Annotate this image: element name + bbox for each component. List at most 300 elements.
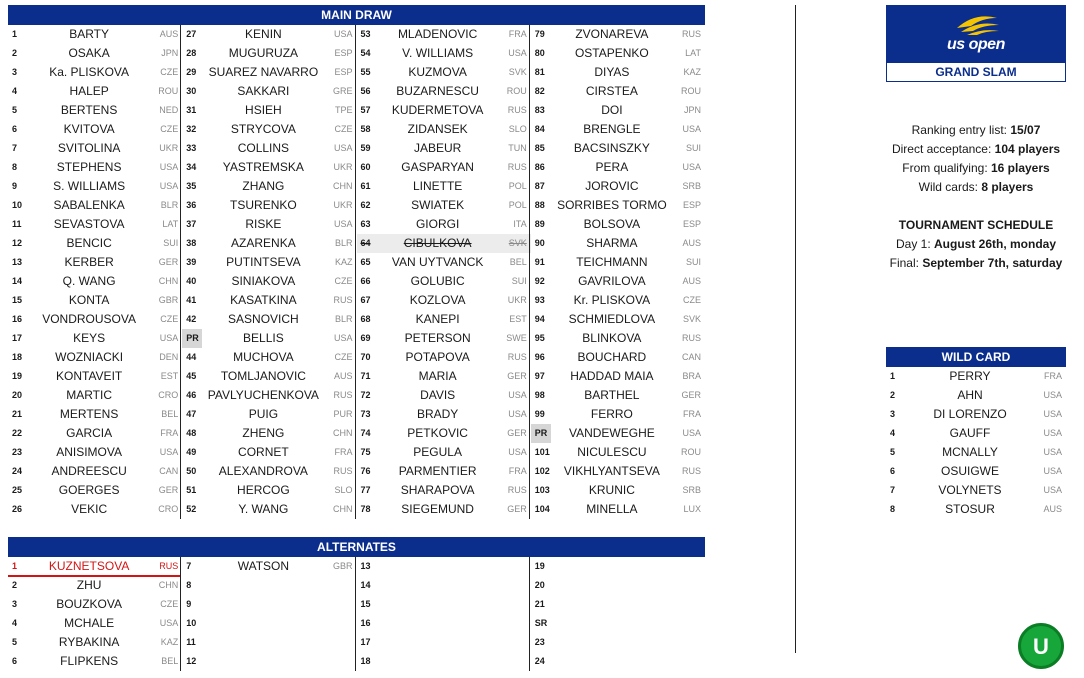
- player-row: [8, 652, 182, 671]
- country-code: CHN: [333, 181, 353, 191]
- player-row: [357, 576, 531, 595]
- player-row: [357, 633, 531, 652]
- column-divider: [355, 25, 356, 519]
- player-row: [531, 291, 705, 310]
- seed-number: 47: [186, 409, 197, 419]
- country-code: SLO: [334, 485, 353, 495]
- seed-number: 12: [186, 656, 197, 666]
- player-name: CIRSTEA: [585, 84, 638, 98]
- seed-number: 3: [890, 409, 896, 419]
- player-name: SASNOVICH: [228, 312, 299, 326]
- country-code: PUR: [333, 409, 353, 419]
- seed-number: 54: [360, 48, 371, 58]
- player-name: TOMLJANOVIC: [220, 369, 306, 383]
- player-name: ZIDANSEK: [407, 122, 468, 136]
- player-row: [886, 424, 1066, 443]
- country-code: USA: [508, 409, 527, 419]
- country-code: AUS: [682, 238, 701, 248]
- player-row: [531, 424, 705, 443]
- seed-number: 63: [360, 219, 371, 229]
- player-name: HERCOG: [237, 483, 290, 497]
- seed-number: 73: [360, 409, 371, 419]
- seed-number: 1: [12, 561, 18, 571]
- seed-number: 88: [534, 200, 545, 210]
- player-row: [8, 63, 182, 82]
- player-row: [182, 367, 356, 386]
- country-code: ROU: [681, 447, 701, 457]
- player-row: [182, 595, 356, 614]
- player-name: KASATKINA: [230, 293, 297, 307]
- schedule-title: TOURNAMENT SCHEDULE: [898, 218, 1054, 232]
- country-code: CZE: [160, 599, 179, 609]
- country-code: DEN: [159, 352, 179, 362]
- player-row: [8, 633, 182, 652]
- country-code: POL: [508, 200, 527, 210]
- player-row: [182, 196, 356, 215]
- player-row: [8, 386, 182, 405]
- player-row: [531, 215, 705, 234]
- player-row: [531, 405, 705, 424]
- player-name: KRUNIC: [588, 483, 635, 497]
- player-row: [182, 291, 356, 310]
- player-row: [357, 405, 531, 424]
- seed-number: 19: [12, 371, 23, 381]
- seed-number: 52: [186, 504, 197, 514]
- country-code: SUI: [685, 143, 701, 153]
- player-name: MUCHOVA: [233, 350, 294, 364]
- player-name: RISKE: [245, 217, 282, 231]
- player-name: BUZARNESCU: [396, 84, 479, 98]
- player-row: [8, 25, 182, 44]
- player-row: [531, 595, 705, 614]
- country-code: ROU: [506, 86, 527, 96]
- player-name: Q. WANG: [62, 274, 116, 288]
- country-code: ROU: [681, 86, 701, 96]
- country-code: RUS: [507, 105, 527, 115]
- player-name: HALEP: [69, 84, 109, 98]
- country-code: RUS: [507, 485, 527, 495]
- column: [182, 557, 356, 671]
- seed-number: 10: [186, 618, 197, 628]
- country-code: GER: [158, 257, 179, 267]
- country-code: CRO: [158, 390, 179, 400]
- player-name: Ka. PLISKOVA: [49, 65, 130, 79]
- seed-number: 3: [12, 599, 18, 609]
- seed-number: 83: [534, 105, 545, 115]
- country-code: ESP: [682, 219, 701, 229]
- player-name: FLIPKENS: [60, 654, 119, 668]
- country-code: USA: [159, 162, 179, 172]
- u-logo-badge[interactable]: [1018, 623, 1064, 669]
- country-code: USA: [333, 219, 353, 229]
- seed-number: 66: [360, 276, 371, 286]
- player-name: FERRO: [590, 407, 633, 421]
- seed-number: 18: [360, 656, 371, 666]
- player-name: VONDROUSOVA: [42, 312, 137, 326]
- player-row: [531, 25, 705, 44]
- country-code: CZE: [334, 276, 353, 286]
- player-name: VIKHLYANTSEVA: [563, 464, 660, 478]
- player-name: Kr. PLISKOVA: [573, 293, 651, 307]
- player-name: SORRIBES TORMO: [557, 198, 667, 212]
- player-row: [357, 348, 531, 367]
- player-name: VOLYNETS: [938, 483, 1002, 497]
- seed-number: 8: [12, 162, 18, 172]
- seed-number: 33: [186, 143, 197, 153]
- seed-number: 5: [890, 447, 896, 457]
- player-row: [357, 101, 531, 120]
- seed-number: 4: [12, 618, 18, 628]
- country-code: AUS: [1043, 504, 1062, 514]
- country-code: RUS: [681, 466, 701, 476]
- seed-number: 80: [534, 48, 545, 58]
- player-row: [8, 367, 182, 386]
- country-code: CHN: [333, 428, 353, 438]
- country-code: GER: [507, 371, 527, 381]
- player-row: [531, 386, 705, 405]
- player-name: YASTREMSKA: [222, 160, 304, 174]
- player-row: [531, 443, 705, 462]
- player-name: JABEUR: [413, 141, 462, 155]
- country-code: KAZ: [334, 257, 353, 267]
- country-code: USA: [159, 618, 179, 628]
- player-row: [182, 63, 356, 82]
- player-row: [8, 196, 182, 215]
- player-row: [886, 386, 1066, 405]
- seed-number: 70: [360, 352, 371, 362]
- seed-number: 40: [186, 276, 197, 286]
- seed-number: 69: [360, 333, 371, 343]
- seed-number: 2: [12, 580, 18, 590]
- column-divider: [529, 557, 530, 671]
- player-name: KVITOVA: [63, 122, 115, 136]
- player-name: MLADENOVIC: [397, 27, 478, 41]
- player-row: [531, 196, 705, 215]
- seed-number: 6: [12, 124, 18, 134]
- seed-number: 46: [186, 390, 197, 400]
- player-row: [8, 614, 182, 633]
- country-code: TPE: [334, 105, 353, 115]
- player-row: [531, 234, 705, 253]
- next-alternate-underline: [8, 575, 180, 577]
- player-row: [8, 500, 182, 519]
- player-name: KONTA: [68, 293, 110, 307]
- player-name: AHN: [957, 388, 983, 402]
- player-row: [8, 120, 182, 139]
- seed-number: 15: [12, 295, 23, 305]
- seed-number: 2: [12, 48, 18, 58]
- player-row: [182, 177, 356, 196]
- player-row: [357, 82, 531, 101]
- player-name: SAKKARI: [237, 84, 290, 98]
- player-name: S. WILLIAMS: [53, 179, 126, 193]
- logo-banner: [887, 6, 1065, 63]
- player-name: KOZLOVA: [409, 293, 466, 307]
- country-code: CZE: [160, 124, 179, 134]
- player-name: SEVASTOVA: [53, 217, 125, 231]
- player-name: ZHENG: [242, 426, 285, 440]
- player-name: BARTHEL: [584, 388, 640, 402]
- player-name: SHARMA: [586, 236, 638, 250]
- country-code: RUS: [681, 29, 701, 39]
- player-row: [357, 462, 531, 481]
- player-name: BRADY: [416, 407, 459, 421]
- country-code: USA: [159, 447, 179, 457]
- player-name: STEPHENS: [56, 160, 122, 174]
- country-code: LUX: [683, 504, 701, 514]
- alternates-grid: [8, 557, 705, 671]
- seed-number: 22: [12, 428, 23, 438]
- player-name: GAVRILOVA: [578, 274, 646, 288]
- player-name: VEKIC: [71, 502, 108, 516]
- player-name: ZHU: [76, 578, 102, 592]
- player-row: [357, 177, 531, 196]
- player-name: MCHALE: [64, 616, 115, 630]
- player-row: [182, 500, 356, 519]
- player-name: BERTENS: [60, 103, 118, 117]
- player-row: [531, 348, 705, 367]
- country-code: GRE: [332, 86, 353, 96]
- tournament-schedule: [886, 216, 1066, 273]
- country-code: ITA: [513, 219, 527, 229]
- seed-number: 8: [186, 580, 192, 590]
- seed-number: 24: [534, 656, 545, 666]
- player-row: [182, 234, 356, 253]
- player-row: [182, 614, 356, 633]
- seed-number: 77: [360, 485, 371, 495]
- seed-number: 60: [360, 162, 371, 172]
- seed-number: 82: [534, 86, 545, 96]
- seed-number: 30: [186, 86, 197, 96]
- player-name: SINIAKOVA: [231, 274, 296, 288]
- seed-number: 76: [360, 466, 371, 476]
- country-code: GER: [158, 485, 179, 495]
- player-row: [531, 253, 705, 272]
- player-row: [182, 348, 356, 367]
- seed-number: 8: [890, 504, 896, 514]
- seed-number: 32: [186, 124, 197, 134]
- seed-number: 29: [186, 67, 197, 77]
- player-row: [182, 443, 356, 462]
- seed-number: 11: [186, 637, 196, 647]
- country-code: RUS: [507, 352, 527, 362]
- player-name: PERRY: [949, 369, 991, 383]
- country-code: RUS: [333, 390, 353, 400]
- player-row: [8, 158, 182, 177]
- country-code: LAT: [685, 48, 701, 58]
- player-name: KONTAVEIT: [56, 369, 123, 383]
- player-row: [182, 44, 356, 63]
- logo-wordmark: us open: [947, 36, 1005, 53]
- seed-number: 91: [534, 257, 545, 267]
- us-open-logo: [886, 5, 1066, 82]
- player-name: WATSON: [237, 559, 290, 573]
- country-code: BLR: [334, 238, 353, 248]
- player-row: [182, 101, 356, 120]
- country-code: CAN: [159, 466, 179, 476]
- country-code: SUI: [511, 276, 527, 286]
- player-row: [357, 63, 531, 82]
- player-name: BELLIS: [243, 331, 284, 345]
- seed-number: 95: [534, 333, 545, 343]
- seed-number: 81: [534, 67, 545, 77]
- seed-number: 68: [360, 314, 371, 324]
- player-name: ANDREESCU: [51, 464, 127, 478]
- player-row: [8, 443, 182, 462]
- column: [182, 25, 356, 519]
- seed-number: 31: [186, 105, 197, 115]
- player-row: [886, 462, 1066, 481]
- player-row: [531, 367, 705, 386]
- country-code: GER: [681, 390, 701, 400]
- player-name: KERBER: [64, 255, 114, 269]
- country-code: KAZ: [160, 637, 179, 647]
- seed-number: 14: [360, 580, 371, 590]
- player-row: [357, 386, 531, 405]
- country-code: AUS: [333, 371, 353, 381]
- seed-number: 1: [890, 371, 896, 381]
- player-row: [8, 215, 182, 234]
- badge-letter: U: [1033, 634, 1049, 659]
- seed-number: 39: [186, 257, 197, 267]
- seed-number: 97: [534, 371, 545, 381]
- seed-number: 17: [12, 333, 23, 343]
- player-row: [8, 139, 182, 158]
- player-row: [8, 253, 182, 272]
- player-name: HADDAD MAIA: [570, 369, 654, 383]
- player-row: [531, 82, 705, 101]
- player-row: [357, 652, 531, 671]
- player-row: [8, 576, 182, 595]
- seed-number: 10: [12, 200, 23, 210]
- seed-number: 16: [12, 314, 23, 324]
- player-name: KEYS: [73, 331, 106, 345]
- player-row: [182, 25, 356, 44]
- player-row: [8, 234, 182, 253]
- seed-number: 21: [534, 599, 545, 609]
- seed-number: 17: [360, 637, 371, 647]
- seed-number: 35: [186, 181, 197, 191]
- player-row: [8, 405, 182, 424]
- player-row: [357, 614, 531, 633]
- country-code: USA: [1043, 409, 1062, 419]
- player-name: MARTIC: [66, 388, 113, 402]
- seed-number: 26: [12, 504, 23, 514]
- seed-number: 20: [12, 390, 23, 400]
- country-code: AUS: [159, 29, 179, 39]
- country-code: USA: [159, 181, 179, 191]
- main-draw-header: MAIN DRAW: [8, 5, 705, 25]
- wild-card-list: [886, 367, 1066, 519]
- player-name: KUZMOVA: [408, 65, 467, 79]
- player-name: COLLINS: [237, 141, 290, 155]
- player-name: ZVONAREVA: [575, 27, 649, 41]
- player-row: [8, 595, 182, 614]
- seed-number: 34: [186, 162, 197, 172]
- player-row: [182, 253, 356, 272]
- player-name: V. WILLIAMS: [402, 46, 474, 60]
- seed-number: 45: [186, 371, 197, 381]
- player-name: BLINKOVA: [582, 331, 642, 345]
- player-row: [357, 158, 531, 177]
- seed-number: 99: [534, 409, 545, 419]
- country-code: CZE: [334, 124, 353, 134]
- country-code: USA: [1043, 390, 1062, 400]
- seed-number: 90: [534, 238, 545, 248]
- player-name: GOERGES: [58, 483, 120, 497]
- grand-slam-label: GRAND SLAM: [935, 65, 1017, 79]
- player-row: [357, 253, 531, 272]
- player-name: SHARAPOVA: [400, 483, 475, 497]
- player-row: [357, 424, 531, 443]
- player-name: PUTINTSEVA: [226, 255, 301, 269]
- country-code: CHN: [333, 504, 353, 514]
- seed-number: 86: [534, 162, 545, 172]
- player-row: [531, 139, 705, 158]
- player-name: VANDEWEGHE: [568, 426, 655, 440]
- seed-number: 101: [534, 447, 550, 457]
- player-row: [357, 557, 531, 576]
- seed-number: 96: [534, 352, 545, 362]
- day1-line: Day 1: August 26th, monday: [895, 237, 1057, 251]
- seed-number: 13: [12, 257, 23, 267]
- country-code: BRA: [682, 371, 701, 381]
- player-name: DIYAS: [594, 65, 630, 79]
- player-row: [357, 120, 531, 139]
- player-row: [357, 196, 531, 215]
- country-code: CHN: [158, 276, 179, 286]
- country-code: GBR: [158, 295, 179, 305]
- seed-number: 57: [360, 105, 371, 115]
- country-code: RUS: [333, 295, 353, 305]
- country-code: RUS: [159, 561, 179, 571]
- player-name: GARCIA: [66, 426, 113, 440]
- country-code: FRA: [683, 409, 701, 419]
- seed-number: 51: [186, 485, 197, 495]
- player-row: [886, 367, 1066, 386]
- player-name: GAUFF: [949, 426, 991, 440]
- country-code: SVK: [508, 238, 527, 248]
- player-name: DI LORENZO: [933, 407, 1007, 421]
- vertical-separator: [795, 5, 796, 653]
- country-code: USA: [1043, 466, 1062, 476]
- player-row: [357, 500, 531, 519]
- country-code: NED: [159, 105, 179, 115]
- seed-number: 98: [534, 390, 545, 400]
- player-name: SCHMIEDLOVA: [568, 312, 656, 326]
- player-row: [357, 310, 531, 329]
- country-code: USA: [1043, 447, 1062, 457]
- seed-number: 24: [12, 466, 23, 476]
- seed-number: 103: [534, 485, 550, 495]
- seed-number: 28: [186, 48, 197, 58]
- player-row: [182, 576, 356, 595]
- seed-number: 92: [534, 276, 545, 286]
- player-row: [357, 329, 531, 348]
- wild-card-header: WILD CARD: [886, 347, 1066, 367]
- player-name: BOUCHARD: [577, 350, 647, 364]
- player-row: [531, 120, 705, 139]
- player-row: [8, 348, 182, 367]
- column: [531, 25, 705, 519]
- player-row: [8, 101, 182, 120]
- seed-number: 5: [12, 105, 18, 115]
- player-row: [8, 329, 182, 348]
- player-name: SUAREZ NAVARRO: [208, 65, 319, 79]
- player-row: [531, 158, 705, 177]
- player-name: TSURENKO: [230, 198, 297, 212]
- player-name: ZHANG: [242, 179, 285, 193]
